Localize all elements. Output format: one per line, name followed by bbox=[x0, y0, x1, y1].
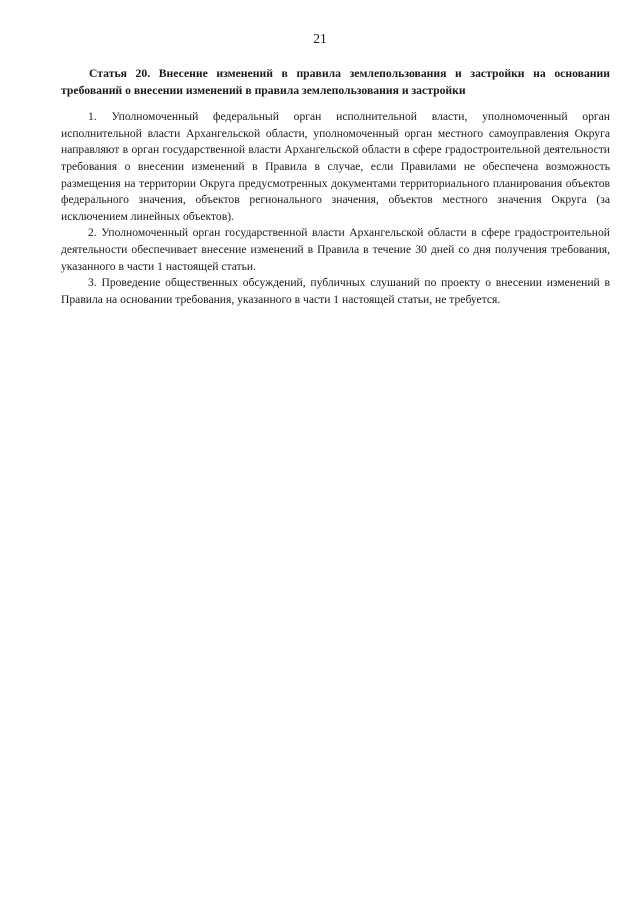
page-number: 21 bbox=[313, 31, 327, 46]
article-paragraph-3: 3. Проведение общественных обсуждений, публичных слушаний по проекту о внесении изменений в Правила на основании требования, указанного в части 1 настоящей статьи, не требуется. bbox=[61, 276, 610, 306]
article-paragraph-1: 1. Уполномоченный федеральный орган исполнительной власти, уполномоченный орган исполнительной власти Архангельской области, уполномоченный орган местного самоуправления Округа направляют в орган государственной власти Архангельской области в сфере градостроительной деятельности требования о внесении изменений в Правила в случае, если Правилами не обеспечена возможность размещения на территории Округа предусмотренных документами территориального планирования объектов федерального значения, объектов регионального значения, объектов местного значения Округа (за исключением линейных объектов). bbox=[61, 110, 610, 223]
article-paragraph-2: 2. Уполномоченный орган государственной власти Архангельской области в сфере градостроительной деятельности обеспечивает внесение изменений в Правила в течение 30 дней со дня получения требования, указанного в части 1 настоящей статьи. bbox=[61, 226, 610, 273]
article-heading: Статья 20. Внесение изменений в правила землепользования и застройки на основании требований о внесении изменений в правила землепользования и застройки bbox=[61, 67, 610, 97]
article-body bbox=[61, 66, 610, 308]
